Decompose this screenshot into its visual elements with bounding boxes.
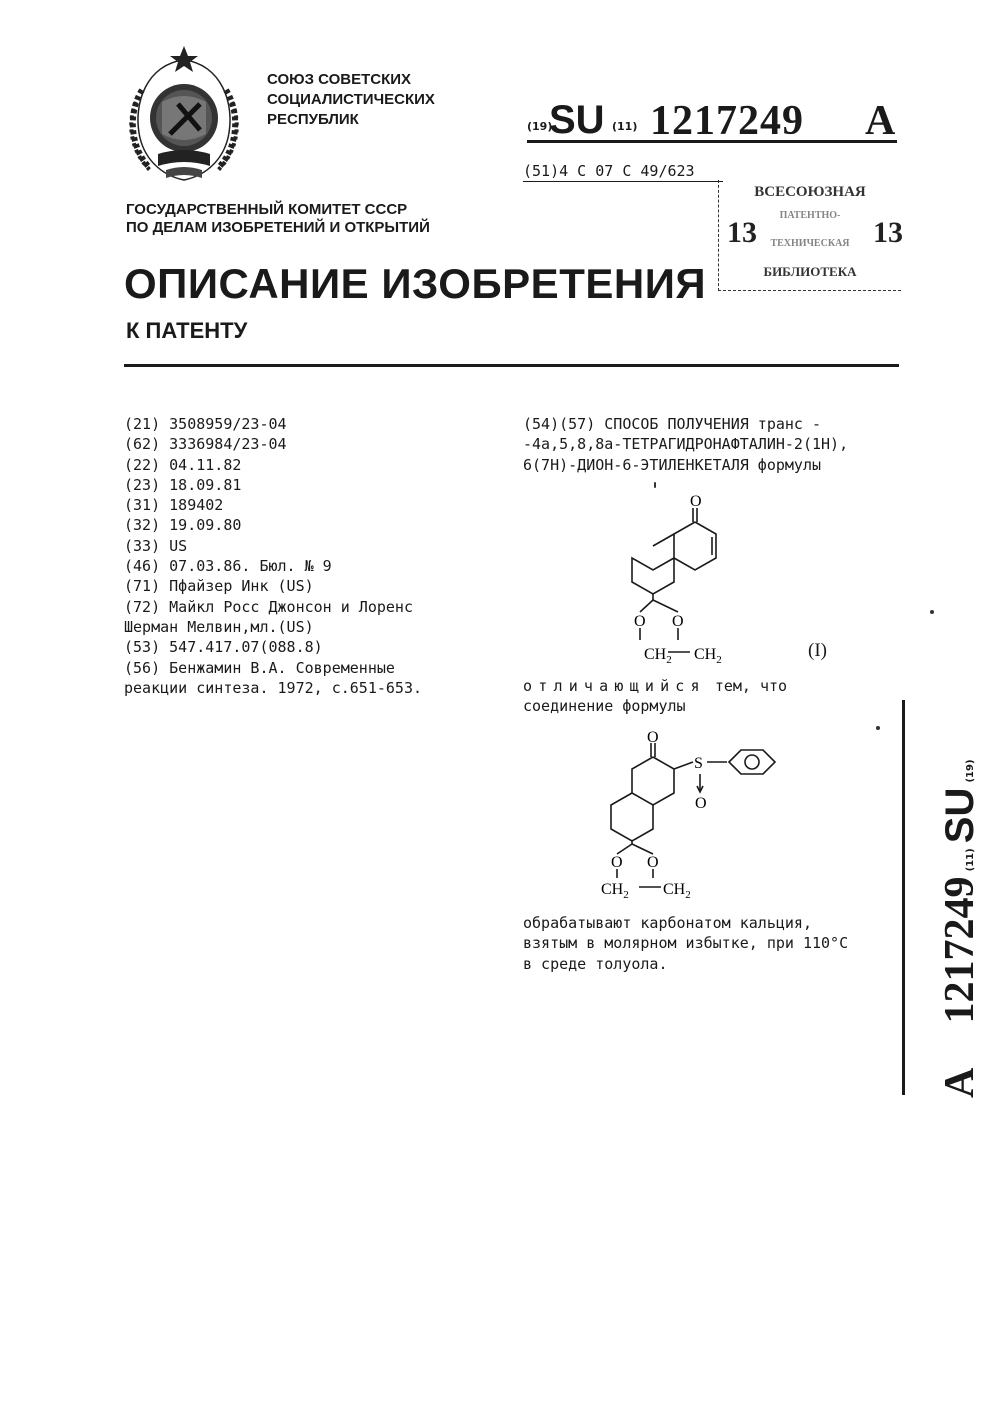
subscript-label: 2 — [666, 654, 672, 666]
union-line: СОЮЗ СОВЕТСКИХ — [267, 71, 412, 88]
svg-text:CH2 — [694, 646, 722, 666]
distinguishing-rest: тем, что — [714, 677, 788, 695]
scan-speck — [654, 482, 656, 488]
ch2-label: CH — [644, 646, 667, 663]
biblio-line: Шерман Мелвин,мл.(US) — [124, 617, 314, 636]
stamp-line: ТЕХНИЧЕСКАЯ — [770, 238, 850, 249]
document-subtitle: К ПАТЕНТУ — [126, 318, 248, 343]
number-code-label: (11) — [612, 120, 638, 133]
subscript-label: 2 — [623, 889, 629, 901]
ussr-emblem — [118, 42, 250, 186]
side-number: 1217249 — [937, 876, 983, 1024]
committee-line: ГОСУДАРСТВЕННЫЙ КОМИТЕТ СССР — [126, 201, 408, 218]
distinguishing-word: отличающийся — [523, 677, 706, 695]
union-line: РЕСПУБЛИК — [267, 111, 359, 128]
country-code: SU — [549, 98, 605, 142]
committee-name — [126, 201, 430, 237]
structure-formula-1 — [590, 482, 790, 667]
side-patent-number — [936, 698, 996, 1098]
claim-line: в среде толуола. — [523, 954, 668, 973]
ipc-underline — [523, 181, 723, 182]
header-separator — [124, 364, 899, 367]
stamp-number-right: 13 — [873, 216, 903, 249]
claim-line: -4а,5,8,8а-ТЕТРАГИДРОНАФТАЛИН-2(1Н), — [523, 435, 849, 454]
subscript-label: 2 — [716, 654, 722, 666]
claim-line: (54)(57) СПОСОБ ПОЛУЧЕНИЯ транс - — [523, 415, 822, 433]
biblio-line: (31) 189402 — [124, 496, 224, 515]
biblio-line: (62) 3336984/23-04 — [124, 435, 287, 454]
biblio-line: (21) 3508959/23-04 — [124, 415, 287, 433]
document-title: ОПИСАНИЕ ИЗОБРЕТЕНИЯ — [124, 260, 707, 307]
scan-speck — [876, 726, 880, 730]
side-country: SU — [938, 787, 982, 844]
oxygen-label: O — [695, 795, 707, 812]
oxygen-label: O — [672, 613, 684, 630]
biblio-line: (53) 547.417.07(088.8) — [124, 638, 323, 657]
biblio-line: (22) 04.11.82 — [124, 455, 242, 474]
biblio-line: (72) Майкл Росс Джонсон и Лоренс — [124, 597, 413, 616]
oxygen-label: O — [690, 493, 702, 510]
svg-text:CH2 — [601, 881, 629, 901]
stamp-line: ПАТЕНТНО- — [779, 210, 841, 221]
claim-heading — [523, 414, 893, 475]
structure-formula-2 — [595, 726, 785, 901]
stamp-number-left: 13 — [727, 216, 757, 249]
ipc-classification: (51)4 С 07 С 49/623 — [523, 162, 695, 180]
oxygen-label: O — [647, 729, 659, 746]
biblio-line: (46) 07.03.86. Бюл. № 9 — [124, 557, 332, 576]
patent-number: 1217249 — [650, 98, 804, 144]
patent-kind: A — [865, 98, 896, 144]
biblio-line: (32) 19.09.80 — [124, 516, 242, 535]
claim-line: 6(7Н)-ДИОН-6-ЭТИЛЕНКЕТАЛЯ формулы — [523, 455, 822, 474]
side-country-code: (19) — [965, 759, 976, 783]
side-number-rule — [902, 700, 905, 1095]
ch2-label: CH — [601, 881, 624, 898]
biblio-line: (71) Пфайзер Инк (US) — [124, 577, 314, 596]
claim-line: обрабатывают карбонатом кальция, — [523, 914, 812, 932]
biblio-line: (23) 18.09.81 — [124, 475, 242, 494]
side-number-code: (11) — [965, 848, 976, 872]
claim-line: соединение формулы — [523, 697, 686, 716]
svg-text:CH2 — [644, 646, 672, 666]
claim-closing — [523, 913, 893, 974]
subscript-label: 2 — [685, 889, 691, 901]
claim-line: взятым в молярном избытке, при 110°С — [523, 934, 849, 953]
ch2-label: CH — [663, 881, 686, 898]
biblio-line: (33) US — [124, 536, 188, 555]
union-line: СОЦИАЛИСТИЧЕСКИХ — [267, 91, 435, 108]
bibliographic-data — [124, 414, 464, 698]
country-code-label: (19) — [527, 120, 553, 133]
svg-text:CH2 — [663, 881, 691, 901]
biblio-line: реакции синтеза. 1972, с.651-653. — [124, 678, 423, 697]
biblio-line: (56) Бенжамин В.А. Современные — [124, 658, 395, 677]
formula-label: (I) — [808, 640, 827, 661]
committee-line: ПО ДЕЛАМ ИЗОБРЕТЕНИЙ И ОТКРЫТИЙ — [126, 219, 430, 236]
oxygen-label: O — [611, 854, 623, 871]
stamp-line: БИБЛИОТЕКА — [763, 264, 857, 279]
patent-number-underline — [527, 140, 897, 143]
claim-distinguishing — [523, 676, 893, 717]
oxygen-label: O — [634, 613, 646, 630]
sulfur-label: S — [694, 755, 703, 772]
ch2-label: CH — [694, 646, 717, 663]
stamp-line: ВСЕСОЮЗНАЯ — [754, 184, 866, 200]
scan-speck — [930, 610, 934, 614]
library-stamp — [718, 180, 901, 291]
union-name — [267, 70, 435, 130]
oxygen-label: O — [647, 854, 659, 871]
side-kind: A — [937, 1067, 983, 1098]
